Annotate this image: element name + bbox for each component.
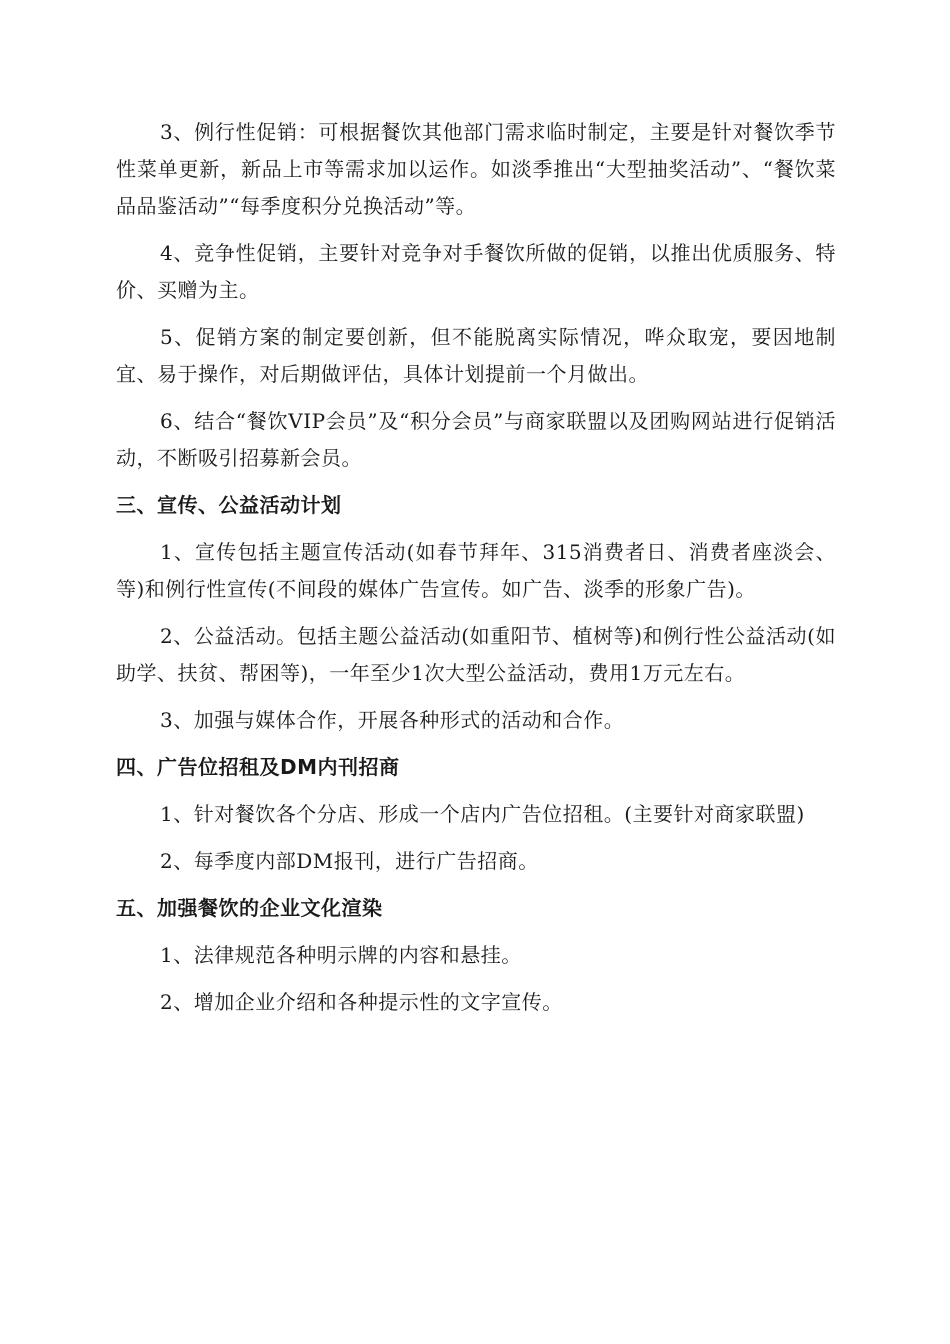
- paragraph: 3、例行性促销：可根据餐饮其他部门需求临时制定，主要是针对餐饮季节性菜单更新，新品上市等需求加以运作。如淡季推出“大型抽奖活动”、“餐饮菜品品鉴活动”“每季度积分兑换活动”等。: [116, 120, 836, 218]
- paragraph: 6、结合“餐饮VIP会员”及“积分会员”与商家联盟以及团购网站进行促销活动，不断吸引招募新会员。: [116, 409, 836, 470]
- paragraph: 1、宣传包括主题宣传活动(如春节拜年、315消费者日、消费者座淡会、等)和例行性宣传(不间段的媒体广告宣传。如广告、淡季的形象广告)。: [116, 540, 836, 601]
- paragraph: 2、公益活动。包括主题公益活动(如重阳节、植树等)和例行性公益活动(如助学、扶贫、帮困等)，一年至少1次大型公益活动，费用1万元左右。: [116, 624, 836, 685]
- paragraph: 3、加强与媒体合作，开展各种形式的活动和合作。: [160, 708, 625, 732]
- paragraph: 2、每季度内部DM报刊，进行广告招商。: [160, 849, 539, 873]
- paragraph: 4、竞争性促销，主要针对竞争对手餐饮所做的促销，以推出优质服务、特价、买赠为主。: [116, 241, 836, 302]
- document-body: [116, 114, 836, 1031]
- paragraph: 1、法律规范各种明示牌的内容和悬挂。: [160, 943, 522, 967]
- section-heading: 三、宣传、公益活动计划: [116, 493, 342, 517]
- paragraph: 5、促销方案的制定要创新，但不能脱离实际情况，哗众取宠，要因地制宜、易于操作，对后期做评估，具体计划提前一个月做出。: [116, 325, 836, 386]
- section-heading: 四、广告位招租及DM内刊招商: [116, 755, 400, 779]
- section-heading: 五、加强餐饮的企业文化渲染: [116, 896, 383, 920]
- paragraph: 2、增加企业介绍和各种提示性的文字宣传。: [160, 990, 563, 1014]
- paragraph: 1、针对餐饮各个分店、形成一个店内广告位招租。(主要针对商家联盟): [160, 802, 805, 826]
